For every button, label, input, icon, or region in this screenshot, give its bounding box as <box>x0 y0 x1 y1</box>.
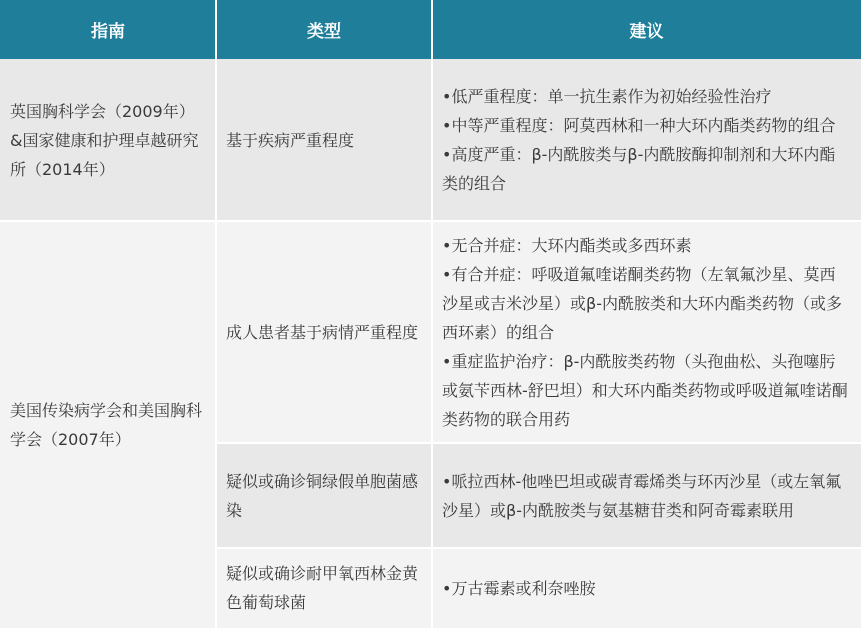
column-divider <box>215 0 217 628</box>
row2c-rec-1: •万古霉素或利奈唑胺 <box>442 578 596 598</box>
row2a-type-text: 成人患者基于病情严重程度 <box>226 322 419 342</box>
row1-guideline-text: 英国胸科学会（2009年）&国家健康和护理卓越研究所（2014年） <box>10 101 199 179</box>
row2a-rec-1: •无合并症：大环内酯类或多西环素 <box>442 235 692 255</box>
row2-guideline <box>0 221 216 628</box>
row1-rec-1: •低严重程度：单一抗生素作为初始经验性治疗 <box>442 87 772 106</box>
row2b-type <box>216 443 432 548</box>
row2c-recommendation <box>432 548 861 628</box>
row1-rec-3: •高度严重：β-内酰胺类与β-内酰胺酶抑制剂和大环内酯类的组合 <box>442 145 836 193</box>
row1-guideline <box>0 59 216 221</box>
row2c-type-text: 疑似或确诊耐甲氧西林金黄色葡萄球菌 <box>226 564 419 612</box>
row2a-type <box>216 221 432 443</box>
header-guideline: 指南 <box>0 0 216 59</box>
row2a-rec-3: •重症监护治疗：β-内酰胺类药物（头孢曲松、头孢噻肟或氨苄西林-舒巴坦）和大环内酯类药物或呼吸道氟喹诺酮类药物的联合用药 <box>442 351 848 429</box>
column-divider <box>431 0 433 628</box>
row2c-type <box>216 548 432 628</box>
row2b-type-text: 疑似或确诊铜绿假单胞菌感染 <box>226 471 419 520</box>
row1-type <box>216 59 432 221</box>
header-type: 类型 <box>216 0 432 59</box>
row-divider <box>216 547 861 549</box>
row2-guideline-text: 美国传染病学会和美国胸科学会（2007年） <box>10 400 203 449</box>
row1-rec-2: •中等严重程度：阿莫西林和一种大环内酯类药物的组合 <box>442 116 836 135</box>
row2a-rec-2: •有合并症：呼吸道氟喹诺酮类药物（左氧氟沙星、莫西沙星或吉米沙星）或β-内酰胺类和大环内酯类药物（或多西环素）的组合 <box>442 264 842 342</box>
row2b-recommendation <box>432 443 861 548</box>
row1-recommendation <box>432 59 861 221</box>
row-divider <box>216 442 861 444</box>
row2a-recommendation <box>432 221 861 443</box>
header-recommendation: 建议 <box>432 0 861 59</box>
row1-type-text: 基于疾病严重程度 <box>226 130 355 150</box>
row2b-rec-1: •哌拉西林-他唑巴坦或碳青霉烯类与环丙沙星（或左氧氟沙星）或β-内酰胺类与氨基糖苷类和阿奇霉素联用 <box>442 471 842 520</box>
row-divider <box>0 220 861 222</box>
